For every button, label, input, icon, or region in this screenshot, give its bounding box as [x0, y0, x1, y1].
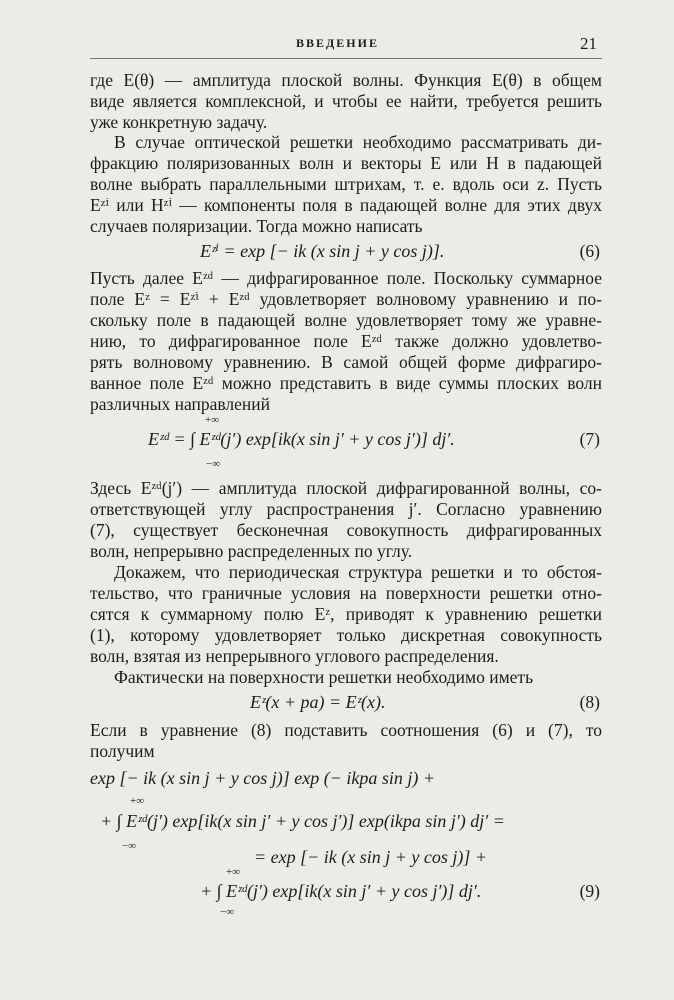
text-line: Eᶻⁱ или Hᶻⁱ — компоненты поля в падающей волне для этих двух: [90, 195, 602, 215]
text-line: (7), существует бесконечная совокупность дифрагированных: [90, 520, 602, 540]
text-line: Здесь Eᶻᵈ(j′) — амплитуда плоской дифрагированной волны, со-: [90, 478, 602, 498]
equation-6: Eᶻⁱ = exp [− ik (x sin j + y cos j)].: [200, 241, 445, 261]
integral-upper-limit: +∞: [205, 414, 220, 426]
equation-9-line-4: + ∫ Eᶻᵈ(j′) exp[ik(x sin j′ + y cos j′)] dj′.: [200, 881, 482, 901]
text-line: сятся к суммарному полю Eᶻ, приводят к уравнению решетки: [90, 604, 602, 624]
integral-lower-limit: −∞: [122, 840, 137, 852]
text-line: различных направлений: [90, 394, 270, 414]
text-line: поле Eᶻ = Eᶻⁱ + Eᶻᵈ удовлетворяет волновому уравнению и по-: [90, 289, 602, 309]
equation-8: Eᶻ(x + pa) = Eᶻ(x).: [250, 692, 386, 712]
integral-upper-limit: +∞: [130, 795, 145, 807]
text-line: рять волновому уравнению. В самой общей форме дифрагиро-: [90, 352, 602, 372]
text-line: виде является комплексной, и чтобы ее найти, требуется решить: [90, 91, 602, 111]
integral-upper-limit: +∞: [226, 866, 241, 878]
equation-number-7: (7): [579, 429, 600, 449]
text-line: Если в уравнение (8) подставить соотношения (6) и (7), то: [90, 720, 602, 740]
text-line: тельство, что граничные условия на поверхности решетки отно-: [90, 583, 602, 603]
text-line: уже конкретную задачу.: [90, 112, 268, 132]
text-line: волн, взятая из непрерывного углового распределения.: [90, 646, 499, 666]
text-line: где E(θ) — амплитуда плоской волны. Функция E(θ) в общем: [90, 70, 602, 90]
text-line: фракцию поляризованных волн и векторы E или H в падающей: [90, 153, 602, 173]
text-line: скольку поле в падающей волне удовлетворяет тому же уравне-: [90, 310, 602, 330]
equation-9-line-2: + ∫ Eᶻᵈ(j′) exp[ik(x sin j′ + y cos j′)] exp(ikpa sin j′) dj′ =: [100, 811, 505, 831]
equation-number-6: (6): [579, 241, 600, 261]
equation-7: Eᶻᵈ = ∫ Eᶻᵈ(j′) exp[ik(x sin j′ + y cos j′)] dj′.: [148, 429, 455, 449]
text-line: Пусть далее Eᶻᵈ — дифрагированное поле. Поскольку суммарное: [90, 268, 602, 288]
text-line: случаев поляризации. Тогда можно написать: [90, 216, 423, 236]
text-line: ответствующей углу распространения j′. Согласно уравнению: [90, 499, 602, 519]
text-line: волне выбрать параллельными штрихам, т. е. вдоль оси z. Пусть: [90, 174, 602, 194]
text-line: волн, непрерывно распределенных по углу.: [90, 541, 413, 561]
text-line: ванное поле Eᶻᵈ можно представить в виде суммы плоских волн: [90, 373, 602, 393]
text-line: В случае оптической решетки необходимо рассматривать ди-: [114, 132, 602, 152]
equation-number-9: (9): [579, 881, 600, 901]
text-line: (1), которому удовлетворяет только дискретная совокупность: [90, 625, 602, 645]
page-number: 21: [580, 34, 597, 53]
text-line: нию, то дифрагированное поле Eᶻᵈ также должно удовлетво-: [90, 331, 602, 351]
integral-lower-limit: −∞: [220, 906, 235, 918]
running-head: ВВЕДЕНИЕ: [296, 36, 379, 50]
text-line: получим: [90, 741, 155, 761]
equation-9-line-1: exp [− ik (x sin j + y cos j)] exp (− ikpa sin j) +: [90, 768, 435, 788]
equation-9-line-3: = exp [− ik (x sin j + y cos j)] +: [254, 847, 488, 867]
text-line: Фактически на поверхности решетки необходимо иметь: [114, 667, 534, 687]
integral-lower-limit: −∞: [206, 458, 221, 470]
equation-number-8: (8): [579, 692, 600, 712]
header-rule: [90, 58, 602, 59]
text-line: Докажем, что периодическая структура решетки и то обстоя-: [114, 562, 602, 582]
